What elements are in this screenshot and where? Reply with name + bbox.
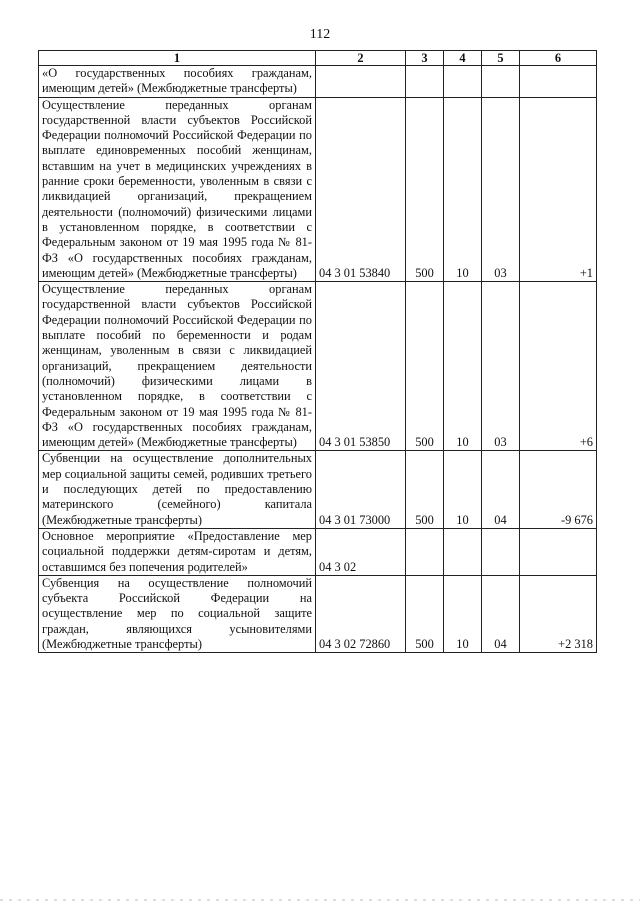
table-row	[39, 575, 597, 652]
row-col5: 04	[482, 575, 520, 652]
row-col4: 10	[444, 97, 482, 282]
row-col3	[406, 528, 444, 575]
table-row	[39, 282, 597, 451]
row-col5: 03	[482, 97, 520, 282]
row-value: +2 318	[520, 575, 597, 652]
header-col-1: 1	[39, 51, 316, 66]
row-col5: 03	[482, 282, 520, 451]
row-col4: 10	[444, 575, 482, 652]
row-code	[316, 66, 406, 98]
table-header-row	[39, 51, 597, 66]
page-number: 112	[309, 27, 331, 42]
row-name: «О государственных пособиях гражданам, имеющим детей» (Межбюджетные трансферты)	[39, 66, 316, 98]
row-code: 04 3 01 53850	[316, 282, 406, 451]
row-code: 04 3 02	[316, 528, 406, 575]
row-col3	[406, 66, 444, 98]
scan-edge-divider	[0, 899, 640, 901]
table-row	[39, 66, 597, 98]
header-col-2: 2	[316, 51, 406, 66]
row-col4	[444, 66, 482, 98]
row-col5	[482, 66, 520, 98]
row-code: 04 3 02 72860	[316, 575, 406, 652]
row-code: 04 3 01 53840	[316, 97, 406, 282]
row-col3: 500	[406, 451, 444, 528]
row-col3: 500	[406, 282, 444, 451]
header-col-4: 4	[444, 51, 482, 66]
row-col4: 10	[444, 451, 482, 528]
row-col5: 04	[482, 451, 520, 528]
row-col4	[444, 528, 482, 575]
row-name: Субвенция на осуществление полномочий субъекта Российской Федерации на осуществление мер по социальной защите граждан, являющихся усыновителями (Межбюджетные трансферты)	[39, 575, 316, 652]
header-col-3: 3	[406, 51, 444, 66]
row-value: -9 676	[520, 451, 597, 528]
header-col-6: 6	[520, 51, 597, 66]
row-name: Осуществление переданных органам государственной власти субъектов Российской Федерации полномочий Российской Федерации по выплате единовременных пособий женщинам, вставшим на учет в медицинских учреждениях в ранние сроки беременности, уволенным в связи с ликвидацией организаций, прекращением деятельности (полномочий) физическими лицами в установленном порядке, в соответствии с Федеральным законом от 19 мая 1995 года № 81-ФЗ «О государственных пособиях гражданам, имеющим детей» (Межбюджетные трансферты)	[39, 97, 316, 282]
row-code: 04 3 01 73000	[316, 451, 406, 528]
row-name: Осуществление переданных органам государственной власти субъектов Российской Федерации полномочий Российской Федерации по выплате пособий по беременности и родам женщинам, уволенным в связи с ликвидацией организаций, прекращением деятельности (полномочий) физическими лицами в установленном порядке, в соответствии с Федеральным законом от 19 мая 1995 года № 81-ФЗ «О государственных пособиях гражданам, имеющим детей» (Межбюджетные трансферты)	[39, 282, 316, 451]
row-value: +1	[520, 97, 597, 282]
row-col4: 10	[444, 282, 482, 451]
table-row	[39, 528, 597, 575]
row-col3: 500	[406, 575, 444, 652]
row-value	[520, 528, 597, 575]
table-row	[39, 451, 597, 528]
row-col5	[482, 528, 520, 575]
row-name: Субвенции на осуществление дополнительных мер социальной защиты семей, родивших третьего и последующих детей по предоставлению материнского (семейного) капитала (Межбюджетные трансферты)	[39, 451, 316, 528]
table-row	[39, 97, 597, 282]
row-value: +6	[520, 282, 597, 451]
header-col-5: 5	[482, 51, 520, 66]
row-col3: 500	[406, 97, 444, 282]
row-name: Основное мероприятие «Предоставление мер социальной поддержки детям-сиротам и детям, оставшимся без попечения родителей»	[39, 528, 316, 575]
row-value	[520, 66, 597, 98]
budget-table	[38, 50, 597, 653]
